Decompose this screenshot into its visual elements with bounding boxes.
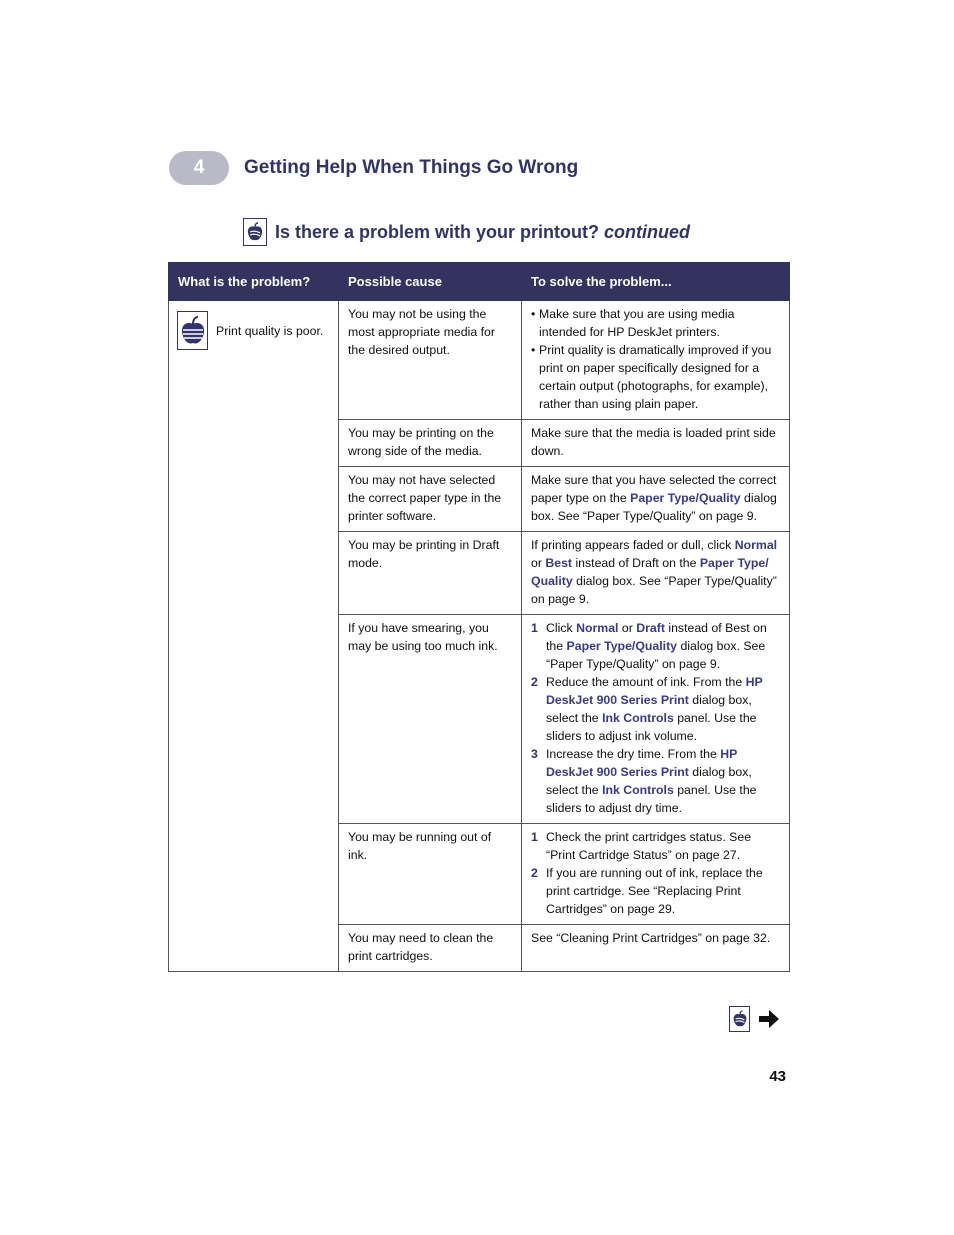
arrow-right-icon[interactable]	[758, 1009, 780, 1029]
chapter-title: Getting Help When Things Go Wrong	[244, 157, 579, 178]
cause-cell: You may not have selected the correct paper type in the printer software.	[339, 467, 522, 532]
solution-cell: See “Cleaning Print Cartridges” on page 32.	[522, 925, 790, 972]
list-item: • Make sure that you are using media intended for HP DeskJet printers.	[531, 305, 780, 341]
cause-cell: You may be printing in Draft mode.	[339, 532, 522, 615]
chapter-number-badge: 4	[169, 151, 229, 185]
table-header-row	[169, 263, 790, 301]
table-row	[169, 301, 790, 420]
cause-cell: If you have smearing, you may be using too much ink.	[339, 615, 522, 824]
apple-icon	[243, 218, 267, 246]
cause-cell: You may need to clean the print cartridges.	[339, 925, 522, 972]
solution-cell	[522, 301, 790, 420]
footer-navigation	[729, 1006, 780, 1032]
chapter-header	[169, 150, 578, 186]
apple-icon[interactable]	[729, 1006, 750, 1032]
cause-cell: You may be running out of ink.	[339, 824, 522, 925]
ui-term: Best	[545, 556, 573, 570]
solution-cell	[522, 615, 790, 824]
list-item: 2 Reduce the amount of ink. From the HP DeskJet 900 Series Print dialog box, select the Ink Controls panel. Use the sliders to adjust ink volume.	[531, 675, 763, 743]
print-quality-apple-icon	[177, 311, 208, 350]
cause-cell: You may not be using the most appropriate media for the desired output.	[339, 301, 522, 420]
column-header-cause: Possible cause	[339, 263, 522, 301]
ui-term: Paper Type/ Quality	[531, 556, 769, 588]
section-title: Is there a problem with your printout? continued	[275, 221, 691, 242]
solution-cell: If printing appears faded or dull, click Normal or Best instead of Draft on the Paper Type/ Quality dialog box. See “Paper Type/Quality” on page 9.	[522, 532, 790, 615]
list-item: 1 Check the print cartridges status. See “Print Cartridge Status” on page 27.	[531, 830, 752, 862]
solution-cell	[522, 824, 790, 925]
list-item: • Print quality is dramatically improved if you print on paper specifically designed for a certain output (photographs, for example), rather than using plain paper.	[531, 341, 780, 413]
problem-text: Print quality is poor.	[216, 323, 324, 338]
troubleshooting-table	[168, 262, 790, 972]
list-item: 1 Click Normal or Draft instead of Best on the Paper Type/Quality dialog box. See “Paper Type/Quality” on page 9.	[531, 621, 767, 671]
list-item: 3 Increase the dry time. From the HP DeskJet 900 Series Print dialog box, select the Ink Controls panel. Use the sliders to adjust dry time.	[531, 747, 757, 815]
solution-cell: Make sure that you have selected the correct paper type on the Paper Type/Quality dialog box. See “Paper Type/Quality” on page 9.	[522, 467, 790, 532]
section-heading	[243, 218, 690, 246]
ui-term: Paper Type/Quality	[630, 491, 741, 505]
list-item: 2 If you are running out of ink, replace the print cartridge. See “Replacing Print Cartridges” on page 29.	[531, 866, 763, 916]
column-header-solution: To solve the problem...	[522, 263, 790, 301]
cause-cell: You may be printing on the wrong side of the media.	[339, 420, 522, 467]
page-number: 43	[769, 1068, 786, 1085]
problem-cell	[169, 301, 339, 972]
ui-term: Normal	[734, 538, 778, 552]
solution-cell: Make sure that the media is loaded print side down.	[522, 420, 790, 467]
column-header-problem: What is the problem?	[169, 263, 339, 301]
